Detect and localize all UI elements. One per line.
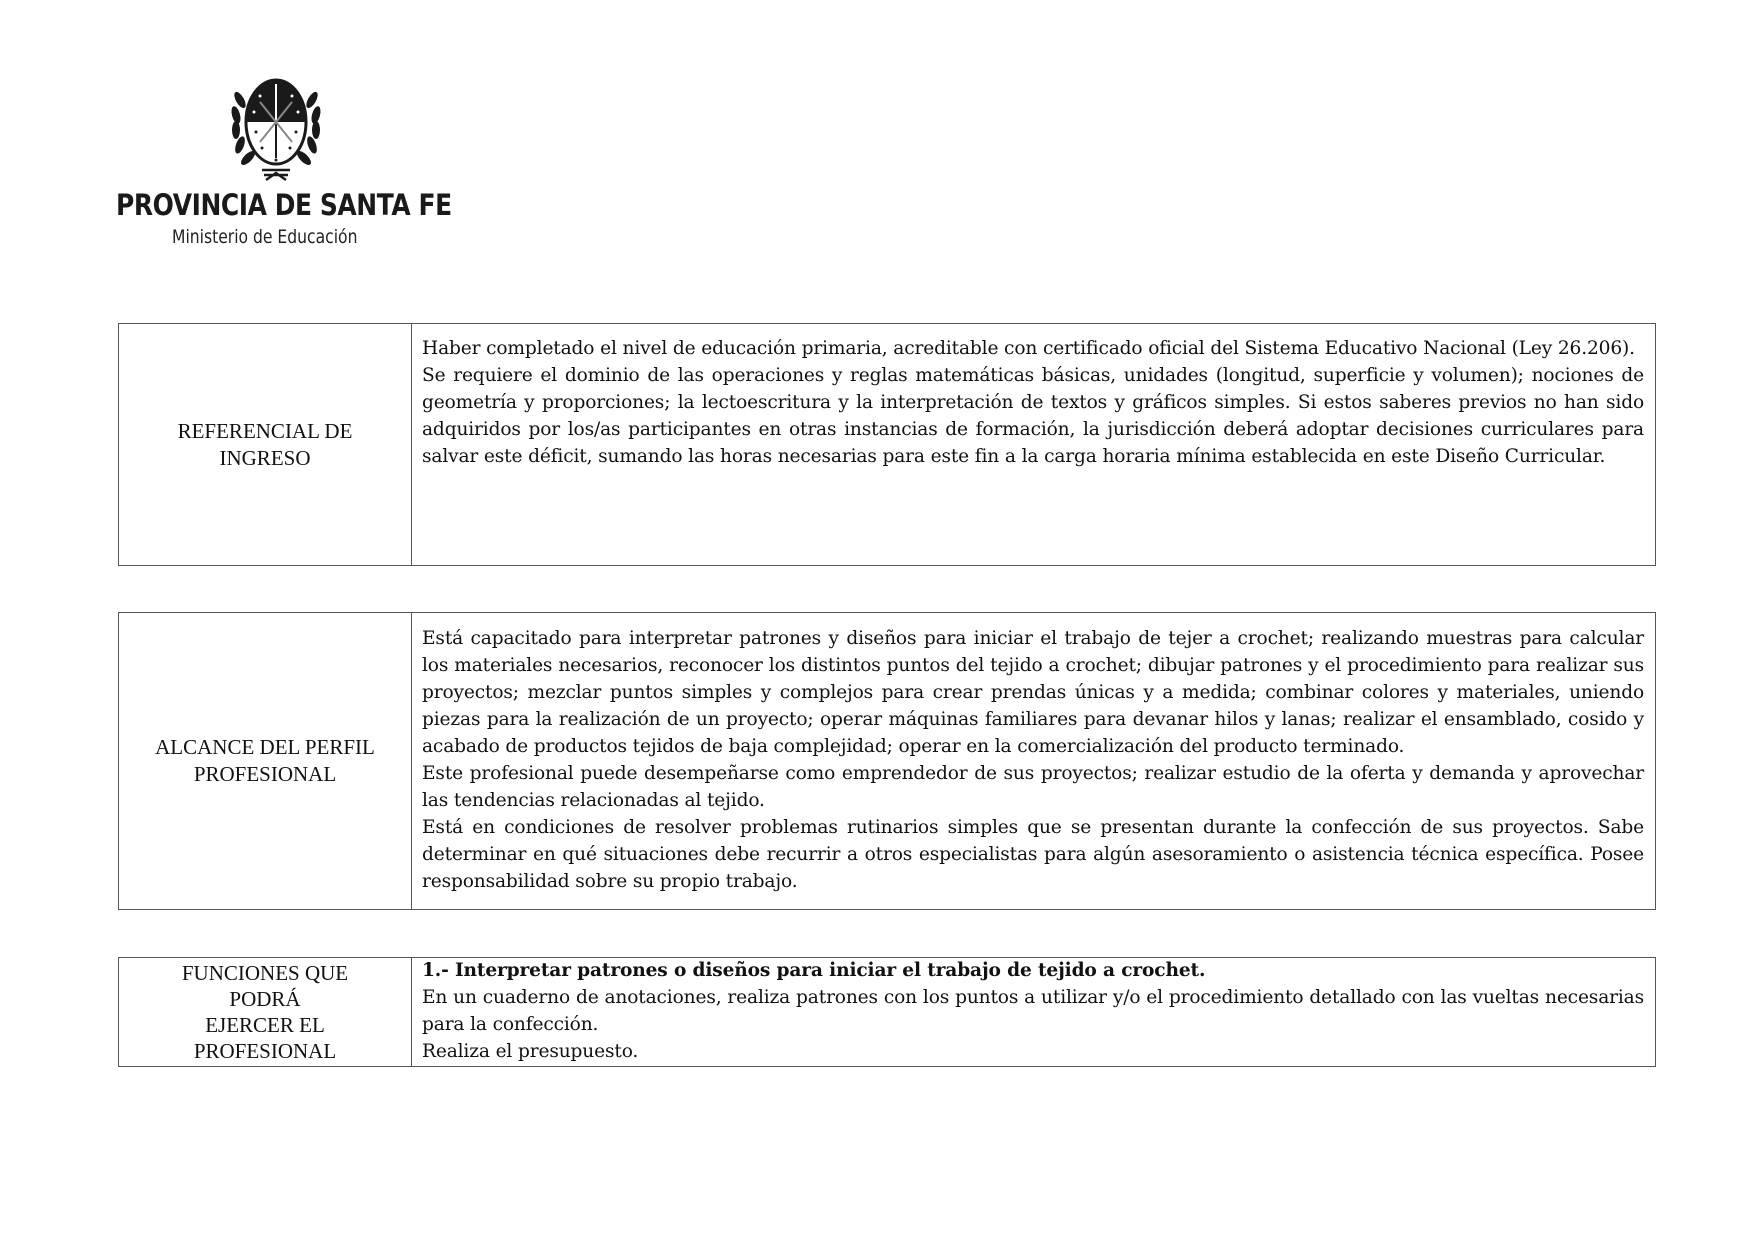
section-content <box>412 613 1656 910</box>
table-row <box>119 324 1656 566</box>
provincial-coat-of-arms-icon <box>226 70 326 185</box>
paragraph: Está en condiciones de resolver problemas rutinarios simples que se presentan durante la confección de sus proyectos. Sabe determinar en qué situaciones debe recurrir a otros especialistas para algún asesoramiento o asistencia técnica específica. Posee responsabilidad sobre su propio trabajo. <box>422 816 1644 892</box>
paragraph: Realiza el presupuesto. <box>422 1040 639 1062</box>
paragraph: Haber completado el nivel de educación primaria, acreditable con certificado oficial del Sistema Educativo Nacional (Ley 26.206). <box>422 338 1635 359</box>
label-line: ALCANCE DEL PERFIL <box>155 735 375 759</box>
alcance-perfil-table <box>118 612 1656 910</box>
table-row <box>119 958 1656 1067</box>
label-line: FUNCIONES QUE <box>181 960 349 985</box>
logo-subtitle: Ministerio de Educación <box>172 226 358 248</box>
section-label <box>119 958 412 1067</box>
label-line: REFERENCIAL DE <box>177 418 353 443</box>
section-label <box>119 613 412 910</box>
label-line: PODRÁ <box>229 986 301 1011</box>
referencial-ingreso-table <box>118 323 1656 566</box>
paragraph: En un cuaderno de anotaciones, realiza patrones con los puntos a utilizar y/o el procedimiento detallado con las vueltas necesarias para la confección. <box>422 986 1644 1035</box>
table-row <box>119 613 1656 910</box>
section-label <box>119 324 412 566</box>
section-content <box>412 324 1656 566</box>
function-heading: 1.- Interpretar patrones o diseños para iniciar el trabajo de tejido a crochet. <box>422 960 1206 981</box>
funciones-table <box>118 957 1656 1067</box>
logo-title: PROVINCIA DE SANTA FE <box>116 188 452 222</box>
section-content <box>412 958 1656 1067</box>
paragraph: Se requiere el dominio de las operaciones y reglas matemáticas básicas, unidades (longitud, superficie y volumen); nociones de geometría y proporciones; la lectoescritura y la interpretación de textos y gráficos simples. Si estos saberes previos no han sido adquiridos por los/as participantes en otras instancias de formación, la jurisdicción deberá adoptar decisiones curriculares para salvar este déficit, sumando las horas necesarias para este fin a la carga horaria mínima establecida en este Diseño Curricular. <box>422 364 1644 467</box>
paragraph: Está capacitado para interpretar patrones y diseños para iniciar el trabajo de tejer a crochet; realizando muestras para calcular los materiales necesarios, reconocer los distintos puntos del tejido a crochet; dibujar patrones y el procedimiento para realizar sus proyectos; mezclar puntos simples y complejos para crear prendas únicas y a medida; combinar colores y materiales, uniendo piezas para la realización de un proyecto; operar máquinas familiares para devanar hilos y lanas; realizar el ensamblado, cosido y acabado de productos tejidos de baja complejidad; operar en la comercialización del producto terminado. <box>422 628 1644 758</box>
ministry-logo <box>116 70 452 260</box>
label-line: PROFESIONAL <box>193 762 337 786</box>
label-line: EJERCER EL <box>205 1012 325 1037</box>
label-line: PROFESIONAL <box>193 1038 337 1063</box>
paragraph: Este profesional puede desempeñarse como emprendedor de sus proyectos; realizar estudio de la oferta y demanda y aprovechar las tendencias relacionadas al tejido. <box>422 763 1644 811</box>
label-line: INGRESO <box>219 445 311 470</box>
